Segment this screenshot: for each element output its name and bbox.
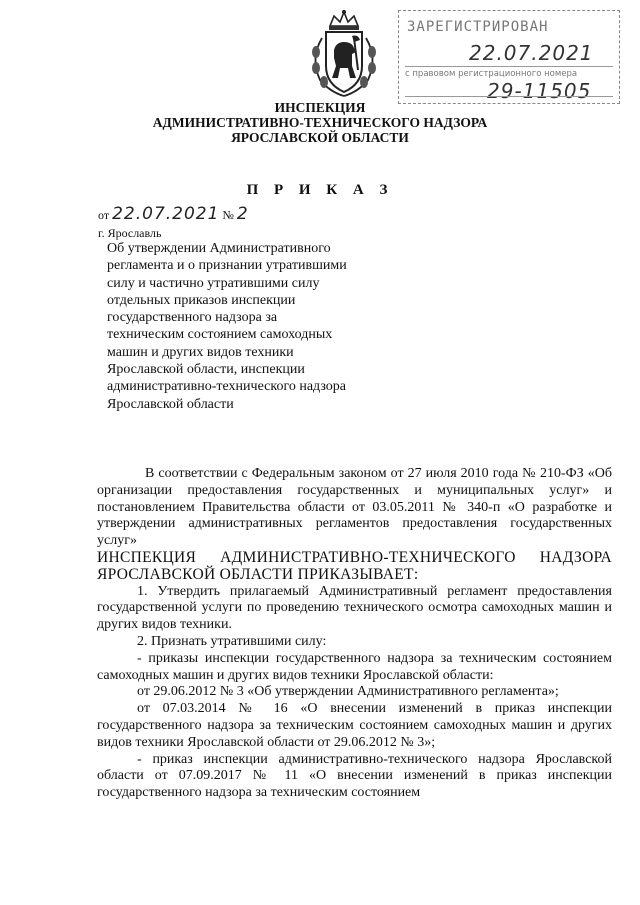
number-label: № <box>222 208 234 222</box>
stamp-note: с правовом регистрационного номера <box>405 69 578 79</box>
registration-stamp <box>398 10 620 104</box>
body-item-2-a: от 29.06.2012 № 3 «Об утверждении Административного регламента»; <box>137 684 559 700</box>
order-date-line <box>98 204 249 224</box>
document-type-title: П Р И К А З <box>246 182 394 198</box>
body-item-2: 2. Признать утратившими силу: <box>137 633 327 649</box>
body-item-1: 1. Утвердить прилагаемый Административный регламент предоставления государственной услуги по проведению технического осмотра самоходных машин и других видов техники. <box>97 583 612 633</box>
body-paragraph-basis: В соответствии с Федеральным законом от 27 июля 2010 года № 210-ФЗ «Об организации предоставления государственных и муниципальных услуг» и постановлением Правительства области от 03.05.2011 № 340-п «О разработке и утверждении административных регламентов предоставления государственных услуг» <box>97 466 612 549</box>
from-label: от <box>98 208 110 222</box>
coat-of-arms-emblem <box>300 8 388 100</box>
stamp-number: 29-11505 <box>487 79 592 103</box>
body-paragraph-orders: ИНСПЕКЦИЯ АДМИНИСТРАТИВНО-ТЕХНИЧЕСКОГО НАДЗОРА ЯРОСЛАВСКОЙ ОБЛАСТИ ПРИКАЗЫВАЕТ: <box>97 548 612 583</box>
body-item-2-orders: - приказы инспекции государственного надзора за техническим состоянием самоходных машин и других видов техники Ярославской области: <box>97 650 612 683</box>
city-label: г. Ярославль <box>98 226 162 240</box>
stamp-divider-bottom <box>405 96 613 97</box>
handwritten-date: 22.07.2021 <box>112 204 220 224</box>
stamp-divider <box>405 66 613 67</box>
organization-header <box>0 100 640 145</box>
order-subject: Об утверждении Административного регламента и о признании утратившими силу и частично утратившими силу отдельных приказов инспекции государственного надзора за техническим состоянием самоходных машин и других видов техники Ярославской области, инспекции административно-технического надзора Ярославской области <box>107 241 347 412</box>
org-line-2: АДМИНИСТРАТИВНО-ТЕХНИЧЕСКОГО НАДЗОРА <box>152 115 488 130</box>
body-item-2-b: от 07.03.2014 № 16 «О внесении изменений в приказ инспекции государственного надзора за техническим состоянием самоходных машин и других видов техники Ярославской области от 29.06.2012 № 3»; <box>97 701 612 750</box>
body-item-2-c: - приказ инспекции административно-технического надзора Ярославской области от 07.09.2017 № 11 «О внесении изменений в приказ инспекции государственного надзора за техническим состоянием <box>97 751 612 801</box>
handwritten-number: 2 <box>236 204 249 224</box>
stamp-date: 22.07.2021 <box>469 41 594 65</box>
org-line-1: ИНСПЕКЦИЯ <box>274 100 366 115</box>
stamp-title: ЗАРЕГИСТРИРОВАН <box>407 19 549 35</box>
order-body <box>97 466 612 802</box>
org-line-3: ЯРОСЛАВСКОЙ ОБЛАСТИ <box>231 130 409 145</box>
